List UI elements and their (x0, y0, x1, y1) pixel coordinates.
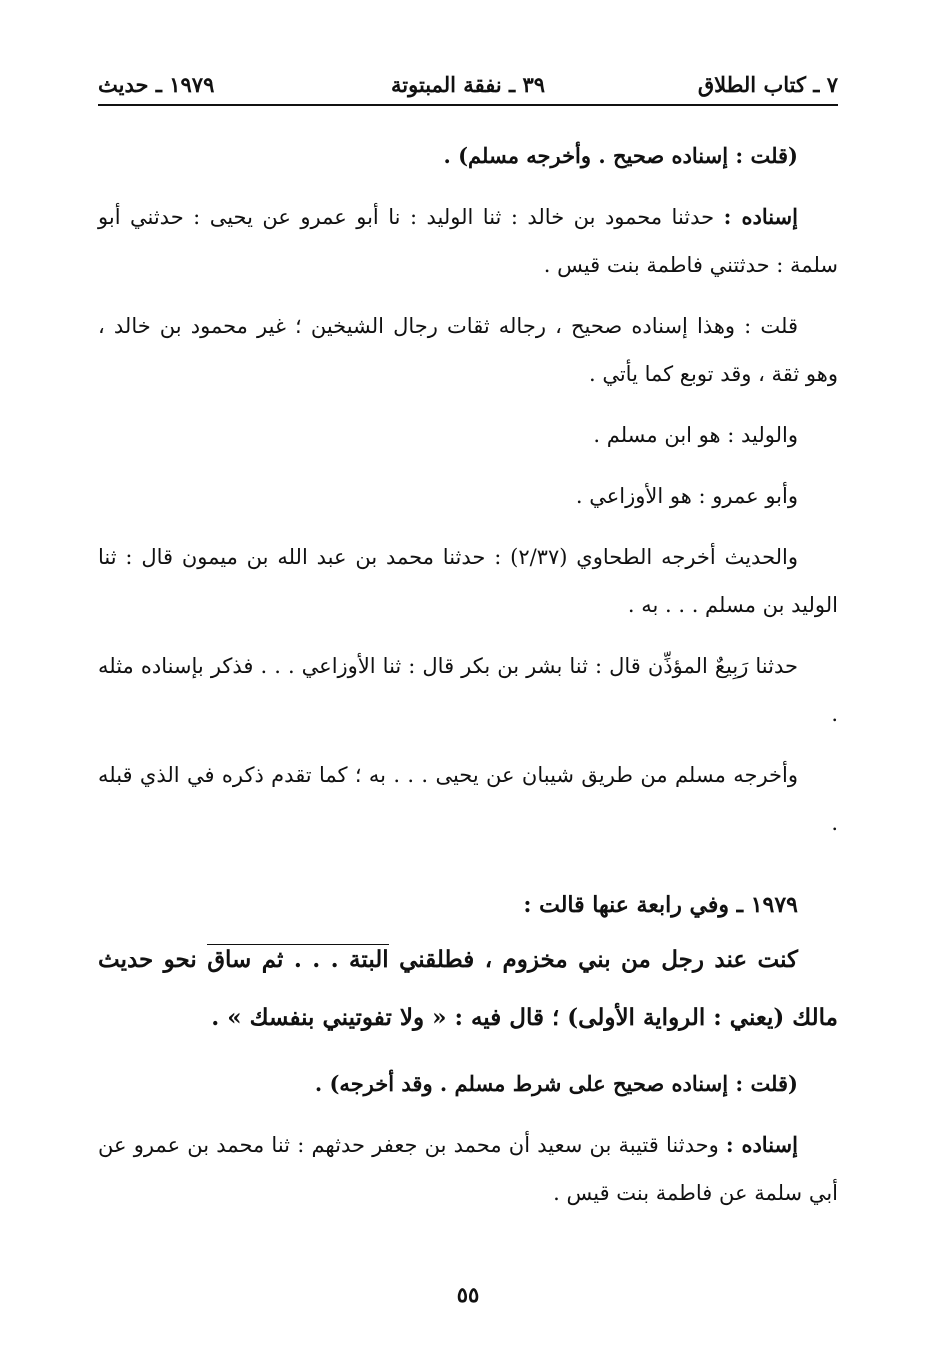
paragraph-comment-1: قلت : وهذا إسناده صحيح ، رجاله ثقات رجال الشيخين ؛ غير محمود بن خالد ، وهو ثقة ، وقد توبع كما يأتي . (98, 314, 838, 386)
header-divider (98, 104, 838, 106)
paragraph-muslim: وأخرجه مسلم من طريق شيبان عن يحيى . . . به ؛ كما تقدم ذكره في الذي قبله . (98, 763, 838, 835)
hadith-heading: ١٩٧٩ ـ وفي رابعة عنها قالت : (523, 892, 798, 918)
paragraph-isnad-2 (98, 1121, 838, 1217)
paragraph-verdict-1: (قلت : إسناده صحيح . وأخرجه مسلم) . (443, 143, 798, 168)
hadith-text-overlined: البتة . . . ثم ساق (207, 946, 389, 973)
paragraph-isnad-1 (98, 193, 838, 289)
page-number: ٥٥ (456, 1282, 480, 1307)
hadith-text-part2: نحو حديث مالك (يعني : الرواية الأولى) ؛ قال فيه : « ولا تفوتيني بنفسك » . (98, 946, 838, 1031)
paragraph-verdict-2: (قلت : إسناده صحيح على شرط مسلم . وقد أخرجه) . (314, 1071, 798, 1096)
page-body (98, 132, 838, 1217)
paragraph-tahawi: والحديث أخرجه الطحاوي (٢/٣٧) : حدثنا محمد بن عبد الله بن ميمون قال : ثنا الوليد بن مسلم . . . به . (98, 545, 838, 617)
paragraph-walid-note: والوليد : هو ابن مسلم . (593, 423, 798, 447)
isnad-text-2: وحدثنا قتيبة بن سعيد أن محمد بن جعفر حدثهم : ثنا محمد بن عمرو عن أبي سلمة عن فاطمة بنت قيس . (98, 1133, 838, 1205)
header-section: ٣٩ ـ نفقة المبتوتة (391, 72, 545, 97)
header-chapter: ٧ ـ كتاب الطلاق (697, 72, 838, 97)
isnad-label-2: إسناده : (725, 1132, 798, 1157)
isnad-label: إسناده : (723, 204, 798, 229)
isnad-text: حدثنا محمود بن خالد : ثنا الوليد : نا أبو عمرو عن يحيى : حدثني أبو سلمة : حدثتني فاطمة بنت قيس . (98, 205, 838, 277)
hadith-text-part1: كنت عند رجل من بني مخزوم ، فطلقني (388, 946, 798, 973)
paragraph-rabi: حدثنا رَبِيعٌ المؤذِّن قال : ثنا بشر بن بكر قال : ثنا الأوزاعي . . . فذكر بإسناده مثله . (98, 654, 838, 726)
running-header (98, 72, 838, 106)
paragraph-abu-amr-note: وأبو عمرو : هو الأوزاعي . (575, 484, 798, 508)
hadith-text (98, 931, 838, 1047)
header-hadith-ref: ١٩٧٩ ـ حديث (98, 72, 215, 97)
